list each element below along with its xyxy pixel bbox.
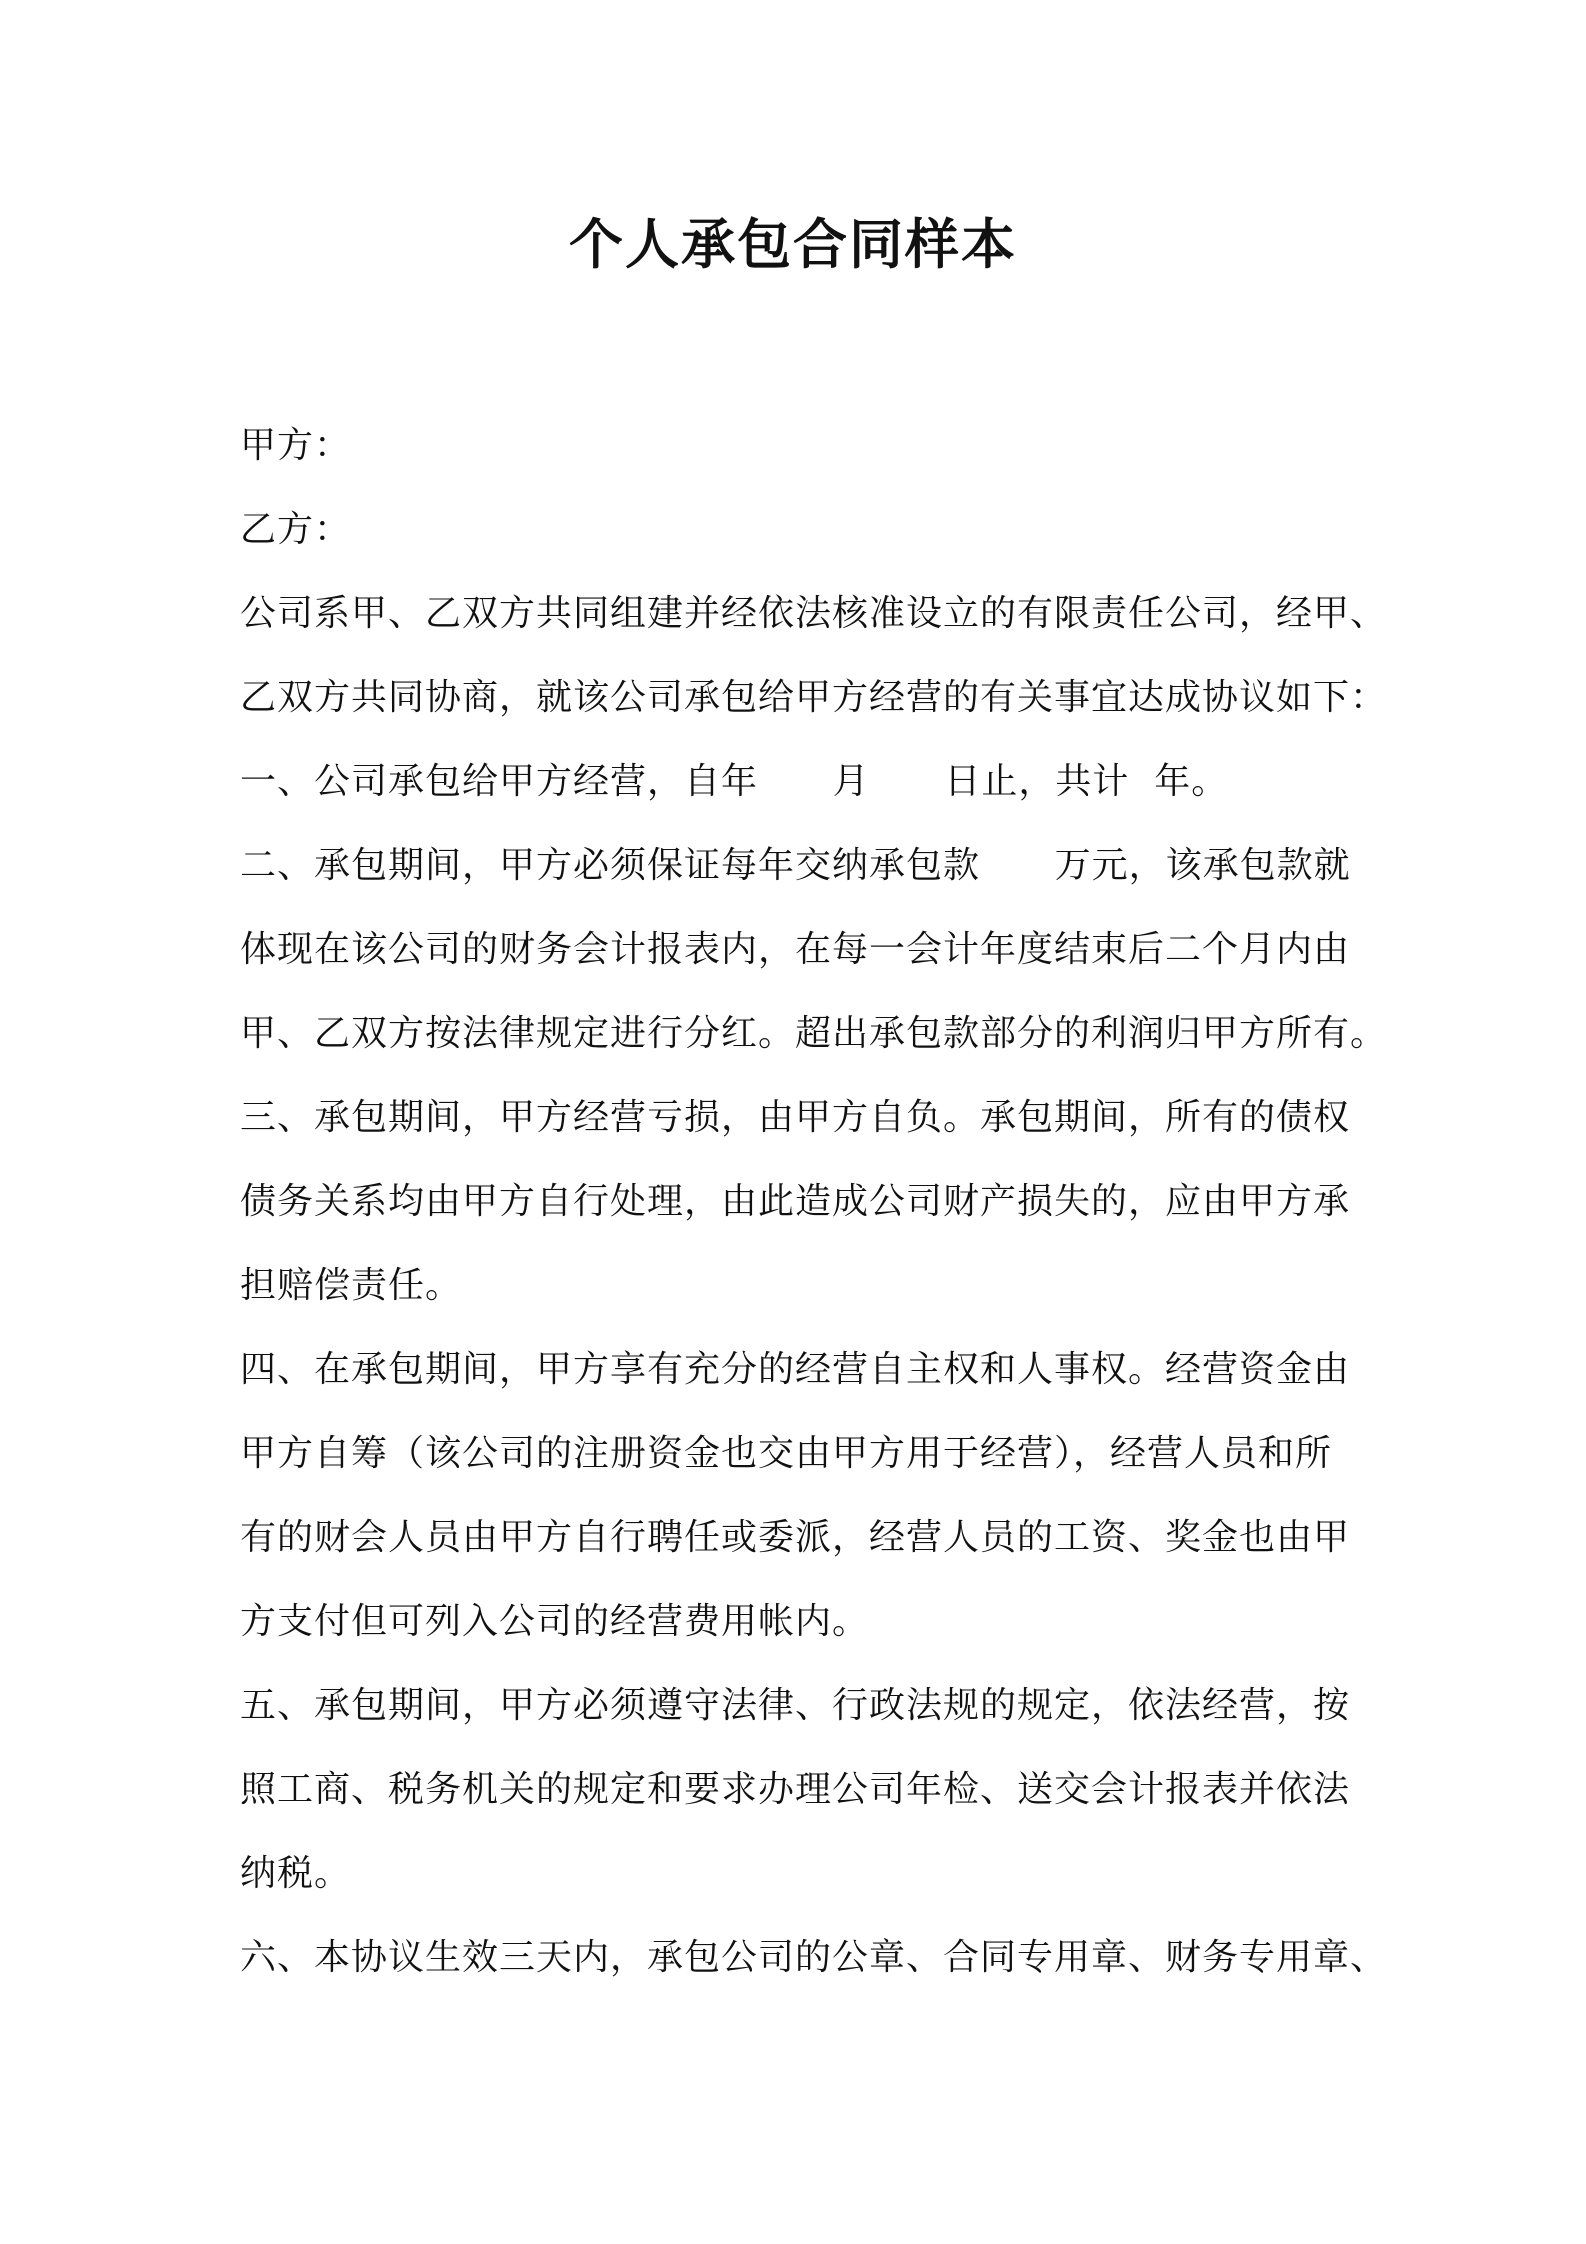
- text-line: 乙双方共同协商，就该公司承包给甲方经营的有关事宜达成协议如下：: [240, 677, 1388, 718]
- text-line: 一、公司承包给甲方经营，自年 月 日止，共计 年。: [240, 761, 1229, 802]
- text-line: 债务关系均由甲方自行处理，由此造成公司财产损失的，应由甲方承: [240, 1181, 1351, 1222]
- text-line: 甲方自筹（该公司的注册资金也交由甲方用于经营），经营人员和所: [240, 1433, 1333, 1474]
- text-line: 甲方：: [240, 425, 352, 466]
- text-line: 乙方：: [240, 509, 352, 550]
- text-line: 纳税。: [240, 1853, 352, 1894]
- text-line: 有的财会人员由甲方自行聘任或委派，经营人员的工资、奖金也由甲: [240, 1517, 1351, 1558]
- text-line: 二、承包期间，甲方必须保证每年交纳承包款 万元，该承包款就: [240, 845, 1351, 886]
- text-line: 公司系甲、乙双方共同组建并经依法核准设立的有限责任公司，经甲、: [240, 593, 1388, 634]
- text-line: 方支付但可列入公司的经营费用帐内。: [240, 1601, 870, 1642]
- text-line: 五、承包期间，甲方必须遵守法律、行政法规的规定，依法经营，按: [240, 1685, 1351, 1726]
- document-body: [240, 404, 1388, 2000]
- text-line: 体现在该公司的财务会计报表内，在每一会计年度结束后二个月内由: [240, 929, 1351, 970]
- text-line: 四、在承包期间，甲方享有充分的经营自主权和人事权。经营资金由: [240, 1349, 1351, 1390]
- text-line: 照工商、税务机关的规定和要求办理公司年检、送交会计报表并依法: [240, 1769, 1351, 1810]
- document-title: 个人承包合同样本: [569, 213, 1017, 276]
- text-line: 三、承包期间，甲方经营亏损，由甲方自负。承包期间，所有的债权: [240, 1097, 1351, 1138]
- text-line: 六、本协议生效三天内，承包公司的公章、合同专用章、财务专用章、: [240, 1937, 1388, 1978]
- text-line: 担赔偿责任。: [240, 1265, 463, 1306]
- text-line: 甲、乙双方按法律规定进行分红。超出承包款部分的利润归甲方所有。: [240, 1013, 1388, 1054]
